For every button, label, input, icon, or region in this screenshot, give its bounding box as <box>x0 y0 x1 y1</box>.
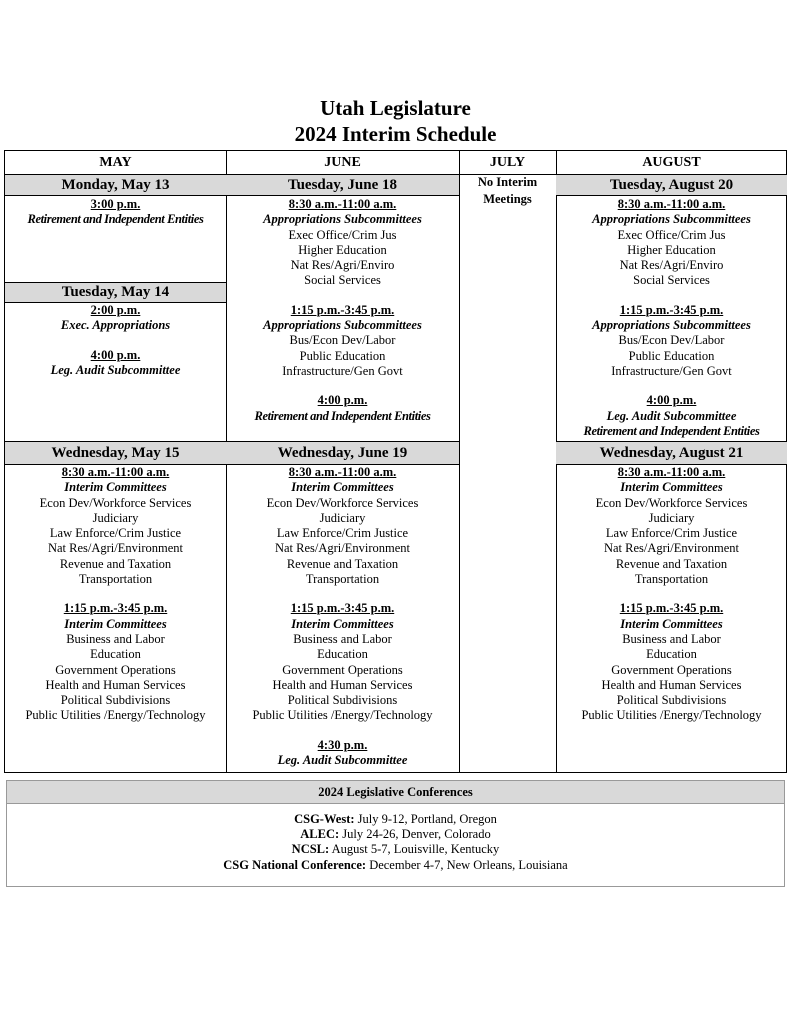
committee-group: Appropriations Subcommittees <box>263 318 422 333</box>
committee-item: Law Enforce/Crim Justice <box>49 526 182 541</box>
committee-item: Econ Dev/Workforce Services <box>595 495 748 510</box>
conference-detail: December 4-7, New Orleans, Louisiana <box>366 857 568 872</box>
document-subtitle: 2024 Interim Schedule <box>294 122 497 146</box>
conference-label: CSG-West: <box>294 812 355 826</box>
committee-item: Political Subdivisions <box>616 693 727 708</box>
schedule-table <box>4 150 787 773</box>
conferences-box <box>6 780 785 887</box>
conferences-list <box>7 812 784 873</box>
committee-item: Econ Dev/Workforce Services <box>39 495 192 510</box>
committee-item: Health and Human Services <box>45 677 186 692</box>
committee-group: Interim Committees <box>291 480 394 495</box>
committee-item: Nat Res/Agri/Environment <box>274 541 411 556</box>
committee-item: Exec Office/Crim Jus <box>288 227 397 242</box>
committee-item: Health and Human Services <box>272 677 413 692</box>
august-20-sessions <box>556 197 787 439</box>
session-item: Retirement and Independent Entities <box>583 423 760 438</box>
conferences-heading: 2024 Legislative Conferences <box>7 781 784 804</box>
committee-item: Public Utilities /Energy/Technology <box>581 708 762 723</box>
committee-item: Transportation <box>305 572 380 587</box>
session-time: 1:15 p.m.-3:45 p.m. <box>290 601 395 616</box>
committee-group: Interim Committees <box>64 480 167 495</box>
committee-item: Social Services <box>304 273 381 288</box>
committee-item: Political Subdivisions <box>60 693 171 708</box>
session-time: 4:30 p.m. <box>317 737 368 752</box>
session-item: Leg. Audit Subcommittee <box>50 362 181 377</box>
committee-item: Exec Office/Crim Jus <box>617 227 726 242</box>
july-note-line: Meetings <box>483 192 532 206</box>
day-heading-may-15: Wednesday, May 15 <box>5 441 226 465</box>
committee-item: Education <box>317 647 368 662</box>
committee-item: Education <box>90 647 141 662</box>
committee-group: Appropriations Subcommittees <box>263 212 422 227</box>
committee-item: Public Utilities /Energy/Technology <box>25 708 206 723</box>
day-heading-may-13: Monday, May 13 <box>5 174 226 196</box>
session-item: Retirement and Independent Entities <box>27 212 204 227</box>
committee-item: Government Operations <box>282 662 403 677</box>
committee-item: Transportation <box>634 572 709 587</box>
committee-item: Bus/Econ Dev/Labor <box>289 333 396 348</box>
session-item: Retirement and Independent Entities <box>254 408 431 423</box>
committee-item: Judiciary <box>648 510 695 525</box>
committee-item: Infrastructure/Gen Govt <box>282 363 403 378</box>
session-time: 8:30 a.m.-11:00 a.m. <box>617 465 726 479</box>
committee-group: Appropriations Subcommittees <box>592 212 751 227</box>
session-item: Leg. Audit Subcommittee <box>606 408 737 423</box>
conference-item <box>7 812 784 827</box>
committee-item: Law Enforce/Crim Justice <box>605 526 738 541</box>
committee-item: Higher Education <box>627 242 716 257</box>
committee-item: Nat Res/Agri/Environment <box>47 541 184 556</box>
committee-item: Infrastructure/Gen Govt <box>611 363 732 378</box>
day-heading-august-21: Wednesday, August 21 <box>556 441 787 465</box>
session-time: 8:30 a.m.-11:00 a.m. <box>288 465 397 479</box>
committee-item: Revenue and Taxation <box>615 556 728 571</box>
committee-item: Nat Res/Agri/Environment <box>603 541 740 556</box>
conference-item <box>7 858 784 873</box>
conference-label: CSG National Conference: <box>223 857 367 872</box>
committee-item: Political Subdivisions <box>287 693 398 708</box>
session-item: Exec. Appropriations <box>60 318 171 333</box>
july-no-meetings-note <box>459 174 556 208</box>
session-time: 1:15 p.m.-3:45 p.m. <box>63 601 168 616</box>
session-time: 8:30 a.m.-11:00 a.m. <box>288 197 397 211</box>
committee-item: Business and Labor <box>66 631 165 646</box>
committee-group: Interim Committees <box>620 480 723 495</box>
session-item: Leg. Audit Subcommittee <box>277 753 408 768</box>
committee-item: Government Operations <box>611 662 732 677</box>
day-heading-june-19: Wednesday, June 19 <box>226 441 459 465</box>
session-time: 3:00 p.m. <box>90 197 141 211</box>
committee-group: Interim Committees <box>291 616 394 631</box>
june-18-sessions <box>226 197 459 424</box>
session-time: 2:00 p.m. <box>90 303 141 317</box>
may-13-sessions <box>5 197 226 228</box>
column-header-may: MAY <box>99 155 132 170</box>
committee-item: Business and Labor <box>622 631 721 646</box>
may-14-sessions <box>5 303 226 378</box>
committee-item: Law Enforce/Crim Justice <box>276 526 409 541</box>
committee-item: Social Services <box>633 273 710 288</box>
committee-item: Judiciary <box>92 510 139 525</box>
day-heading-may-14: Tuesday, May 14 <box>5 282 226 303</box>
committee-item: Bus/Econ Dev/Labor <box>618 333 725 348</box>
committee-item: Nat Res/Agri/Enviro <box>619 258 724 273</box>
june-19-sessions <box>226 465 459 768</box>
committee-item: Judiciary <box>319 510 366 525</box>
committee-item: Public Education <box>628 348 715 363</box>
session-time: 8:30 a.m.-11:00 a.m. <box>61 465 170 479</box>
committee-item: Health and Human Services <box>601 677 742 692</box>
committee-group: Appropriations Subcommittees <box>592 318 751 333</box>
conference-detail: July 9-12, Portland, Oregon <box>354 812 497 826</box>
committee-group: Interim Committees <box>64 616 167 631</box>
committee-item: Business and Labor <box>293 631 392 646</box>
conference-item <box>7 842 784 857</box>
session-time: 4:00 p.m. <box>646 393 697 408</box>
conference-label: NCSL: <box>291 842 330 857</box>
committee-group: Interim Committees <box>620 616 723 631</box>
column-header-july: JULY <box>489 155 526 170</box>
column-divider <box>459 151 460 772</box>
committee-item: Higher Education <box>298 242 387 257</box>
committee-item: Revenue and Taxation <box>59 556 172 571</box>
document-title: Utah Legislature <box>320 96 471 120</box>
conference-detail: August 5-7, Louisville, Kentucky <box>329 842 500 857</box>
committee-item: Revenue and Taxation <box>286 556 399 571</box>
conference-label: ALEC: <box>300 827 340 842</box>
session-time: 4:00 p.m. <box>317 393 368 408</box>
session-time: 1:15 p.m.-3:45 p.m. <box>619 302 724 317</box>
committee-item: Public Education <box>299 348 386 363</box>
committee-item: Education <box>646 647 697 662</box>
committee-item: Transportation <box>78 572 153 587</box>
committee-item: Econ Dev/Workforce Services <box>266 495 419 510</box>
session-time: 1:15 p.m.-3:45 p.m. <box>619 601 724 616</box>
conference-item <box>7 827 784 842</box>
session-time: 1:15 p.m.-3:45 p.m. <box>290 302 395 317</box>
july-note-line: No Interim <box>477 175 538 189</box>
day-heading-june-18: Tuesday, June 18 <box>226 174 459 196</box>
column-header-june: JUNE <box>324 155 361 170</box>
day-heading-august-20: Tuesday, August 20 <box>556 174 787 196</box>
session-time: 4:00 p.m. <box>90 347 141 362</box>
committee-item: Government Operations <box>55 662 176 677</box>
committee-item: Public Utilities /Energy/Technology <box>252 708 433 723</box>
conference-detail: July 24-26, Denver, Colorado <box>339 827 491 842</box>
committee-item: Nat Res/Agri/Enviro <box>290 258 395 273</box>
column-header-august: AUGUST <box>642 155 701 170</box>
session-time: 8:30 a.m.-11:00 a.m. <box>617 197 726 211</box>
may-15-sessions <box>5 465 226 724</box>
august-21-sessions <box>556 465 787 724</box>
